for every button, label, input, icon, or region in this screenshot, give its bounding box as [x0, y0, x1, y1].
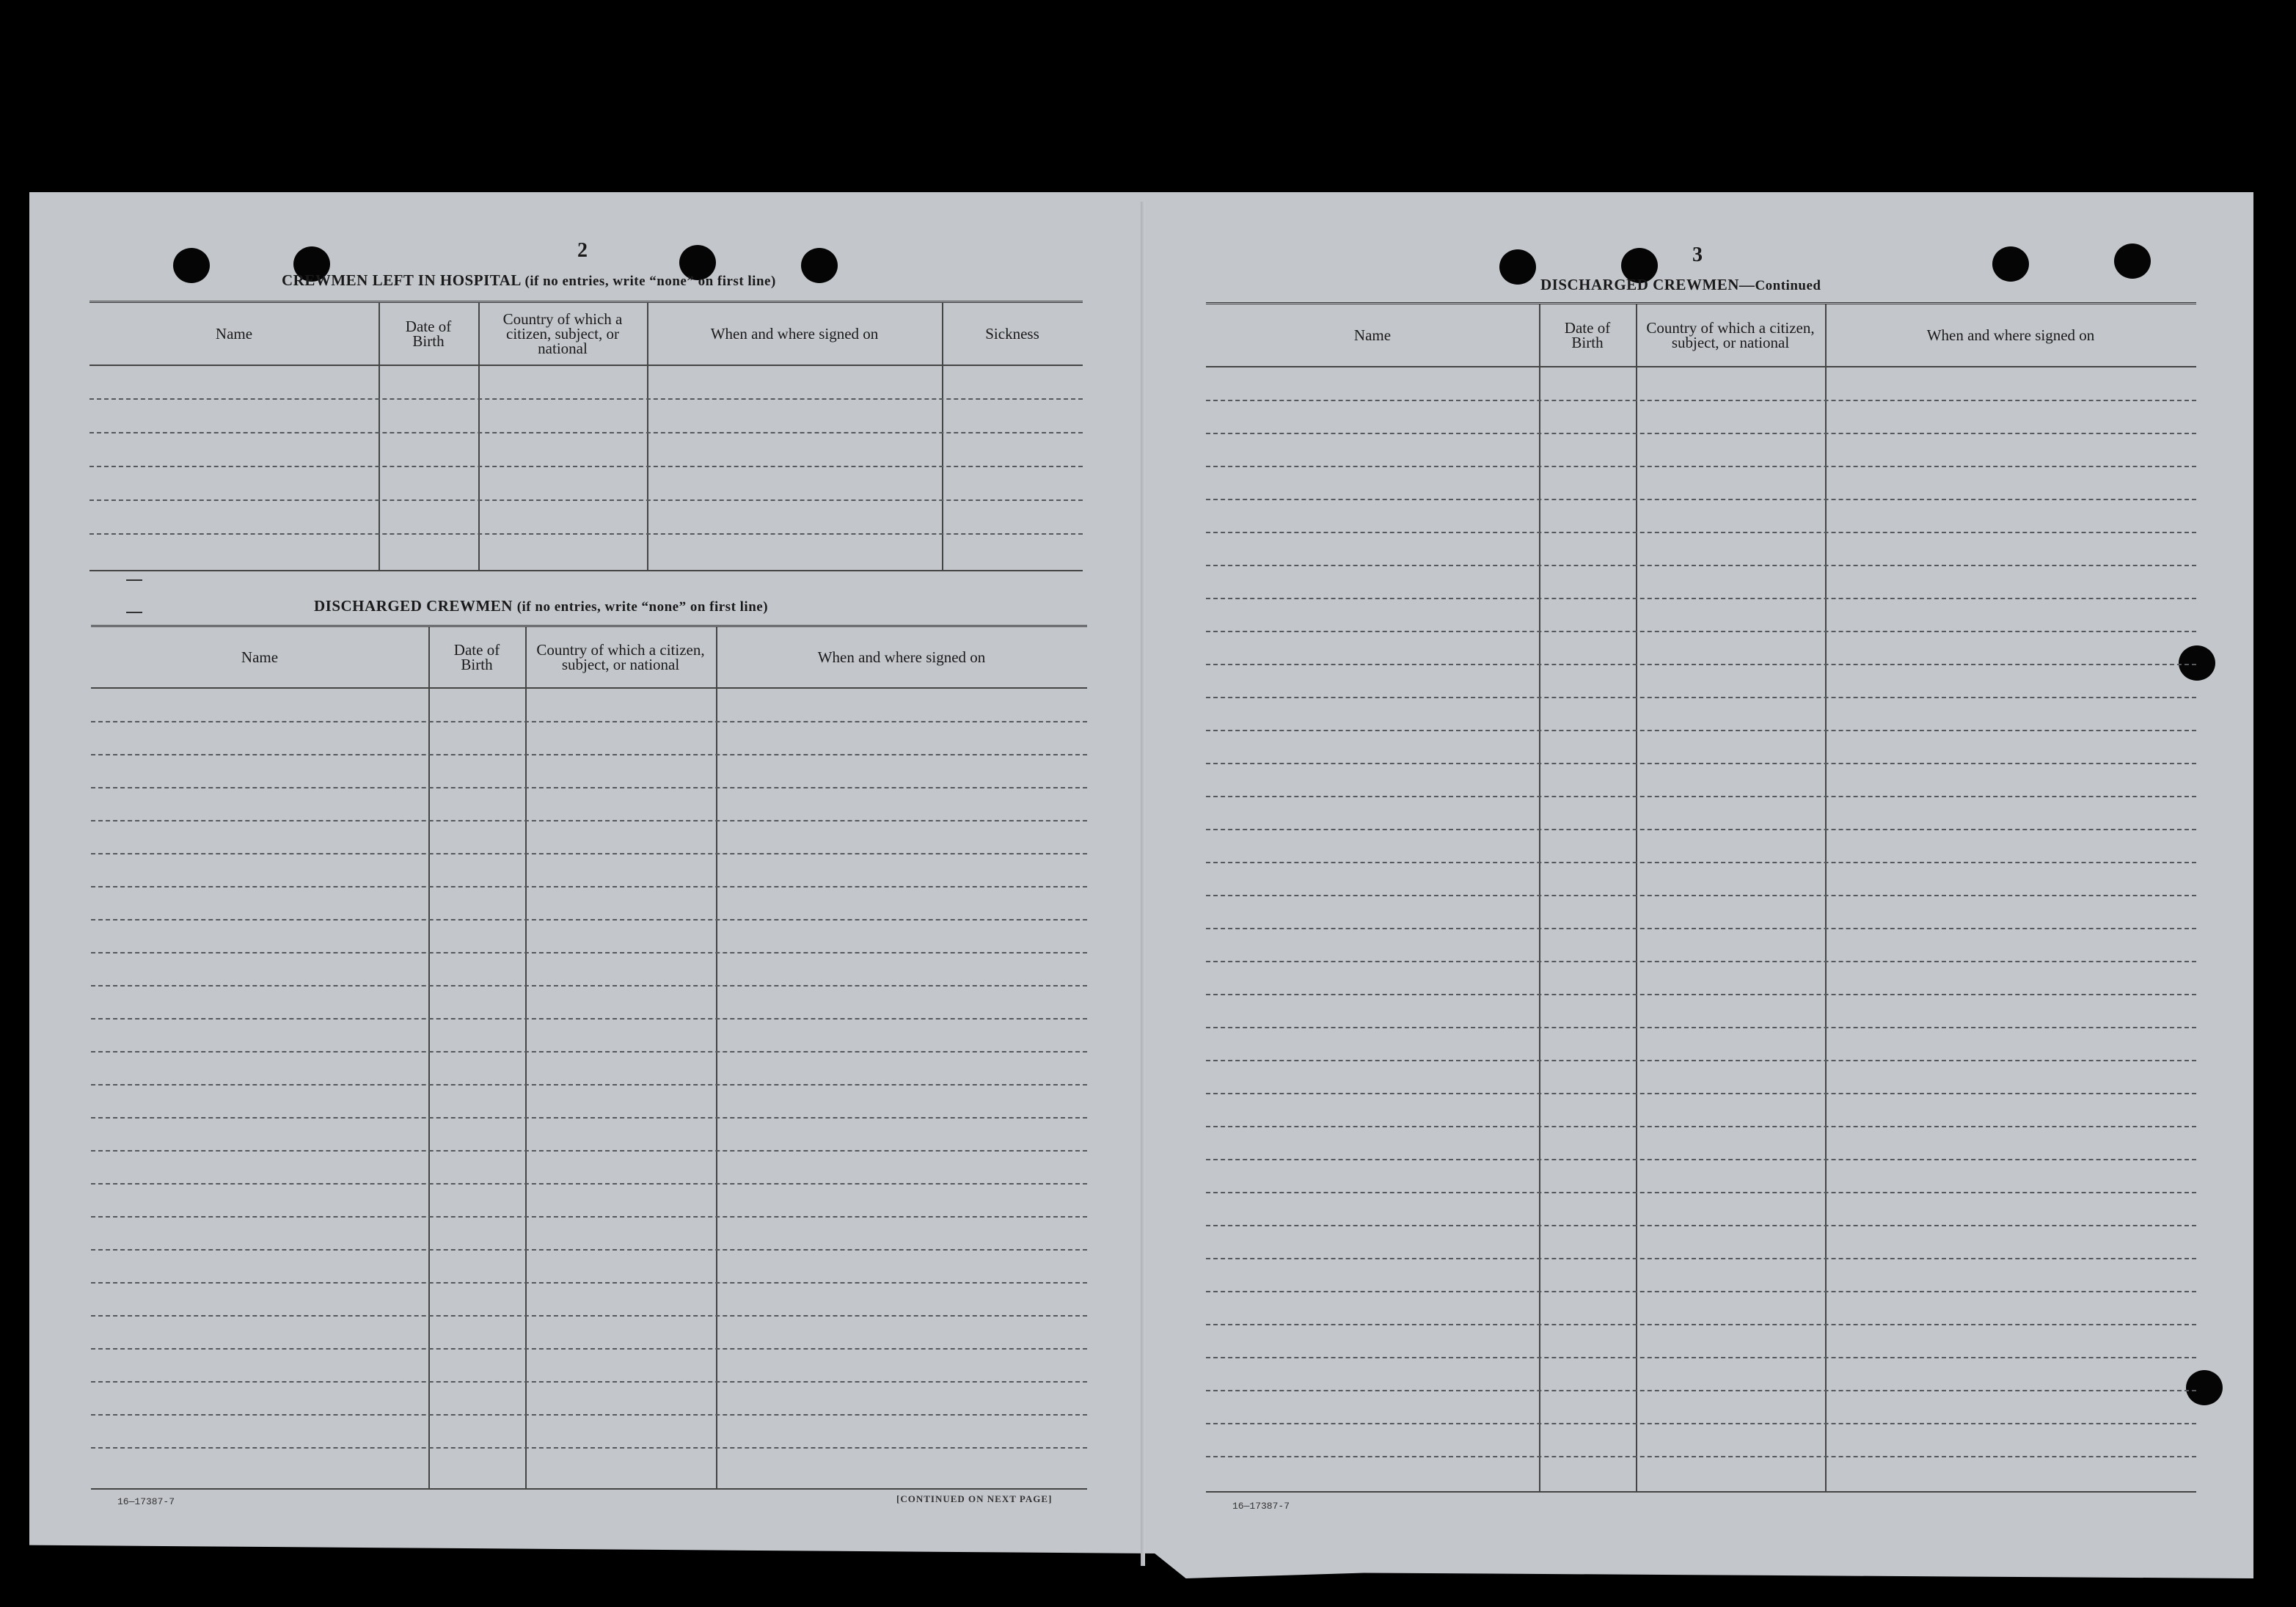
table-row — [1206, 796, 2196, 797]
hospital-table — [89, 301, 1083, 571]
table-row — [1206, 730, 2196, 731]
punch-hole — [1499, 249, 1536, 285]
discharged-table — [91, 625, 1087, 1490]
column-header-date-of-birth: Date of Birth — [453, 641, 500, 673]
column-header-name: Name — [1353, 326, 1392, 344]
table-row — [1206, 862, 2196, 863]
table-row — [91, 820, 1087, 821]
table-row — [1206, 763, 2196, 764]
table-row — [91, 985, 1087, 986]
table-row — [1206, 631, 2196, 632]
discharged-continued-table — [1206, 302, 2196, 1493]
column-header-date-of-birth: Date of Birth — [1564, 319, 1611, 351]
punch-hole — [173, 248, 210, 283]
punch-hole — [2114, 244, 2151, 279]
table-row — [91, 1315, 1087, 1317]
table-row — [89, 432, 1083, 433]
table-row — [1206, 961, 2196, 962]
table-row — [1206, 499, 2196, 500]
table-row — [1206, 1390, 2196, 1391]
continued-note: [CONTINUED ON NEXT PAGE] — [896, 1493, 1053, 1504]
table-row — [1206, 1126, 2196, 1127]
column-header-date-of-birth: Date of Birth — [405, 318, 452, 350]
table-row — [91, 1117, 1087, 1119]
page-number-left: 2 — [577, 239, 588, 262]
page-number-right: 3 — [1692, 244, 1703, 266]
table-row — [91, 1447, 1087, 1449]
table-row — [1206, 433, 2196, 434]
table-row — [1206, 1456, 2196, 1457]
page-fold — [1141, 202, 1145, 1566]
table-row — [1206, 466, 2196, 467]
table-row — [1206, 1258, 2196, 1259]
table-row — [1206, 565, 2196, 566]
column-header-sickness: Sickness — [985, 325, 1039, 343]
table-row — [1206, 1093, 2196, 1094]
table-row — [91, 1282, 1087, 1284]
column-header-name: Name — [241, 648, 279, 666]
table-row — [91, 952, 1087, 953]
table-row — [89, 398, 1083, 400]
column-header-signed-on: When and where signed on — [817, 648, 986, 666]
discharged-section-title: DISCHARGED CREWMEN (if no entries, write “none” on first line) — [314, 597, 769, 615]
table-row — [91, 853, 1087, 854]
table-row — [91, 1051, 1087, 1053]
table-row — [91, 1414, 1087, 1416]
table-row — [91, 754, 1087, 755]
column-header-signed-on: When and where signed on — [710, 325, 879, 343]
column-header-signed-on: When and where signed on — [1926, 326, 2095, 344]
column-header-country: Country of which a citizen, subject, or national — [1646, 319, 1815, 351]
table-row — [1206, 1027, 2196, 1028]
table-row — [1206, 400, 2196, 401]
table-row — [1206, 1159, 2196, 1160]
table-row — [91, 787, 1087, 788]
table-row — [91, 919, 1087, 920]
column-header-country: Country of which a citizen, subject, or national — [502, 310, 623, 357]
table-row — [1206, 1324, 2196, 1325]
table-row — [1206, 532, 2196, 533]
column-header-country: Country of which a citizen, subject, or national — [536, 641, 705, 673]
table-row — [91, 1381, 1087, 1383]
punch-hole — [1992, 246, 2029, 282]
table-row — [1206, 664, 2196, 665]
table-row — [1206, 1060, 2196, 1061]
table-row — [91, 1150, 1087, 1152]
table-row — [89, 499, 1083, 501]
table-row — [91, 1018, 1087, 1020]
table-row — [1206, 928, 2196, 929]
form-number-left: 16—17387-7 — [117, 1496, 175, 1507]
dash-mark — [126, 579, 142, 581]
column-header-name: Name — [215, 325, 253, 343]
table-row — [91, 1084, 1087, 1086]
table-row — [91, 1183, 1087, 1185]
form-number-right: 16—17387-7 — [1232, 1501, 1290, 1512]
punch-hole — [801, 248, 838, 283]
table-row — [1206, 1423, 2196, 1424]
table-row — [1206, 1357, 2196, 1358]
hospital-section-title: CREWMEN LEFT IN HOSPITAL (if no entries, write “none” on first line) — [282, 271, 776, 289]
table-row — [91, 1249, 1087, 1251]
table-row — [1206, 697, 2196, 698]
table-row — [91, 1348, 1087, 1350]
discharged-continued-title: DISCHARGED CREWMEN—Continued — [1540, 276, 1821, 293]
table-row — [1206, 598, 2196, 599]
table-row — [89, 466, 1083, 467]
table-row — [1206, 1192, 2196, 1193]
table-row — [1206, 994, 2196, 995]
table-row — [91, 721, 1087, 722]
table-row — [1206, 1225, 2196, 1226]
table-row — [1206, 895, 2196, 896]
table-row — [91, 1216, 1087, 1218]
dash-mark — [126, 612, 142, 613]
table-row — [91, 886, 1087, 887]
table-row — [89, 533, 1083, 535]
table-row — [1206, 829, 2196, 830]
table-row — [1206, 1291, 2196, 1292]
